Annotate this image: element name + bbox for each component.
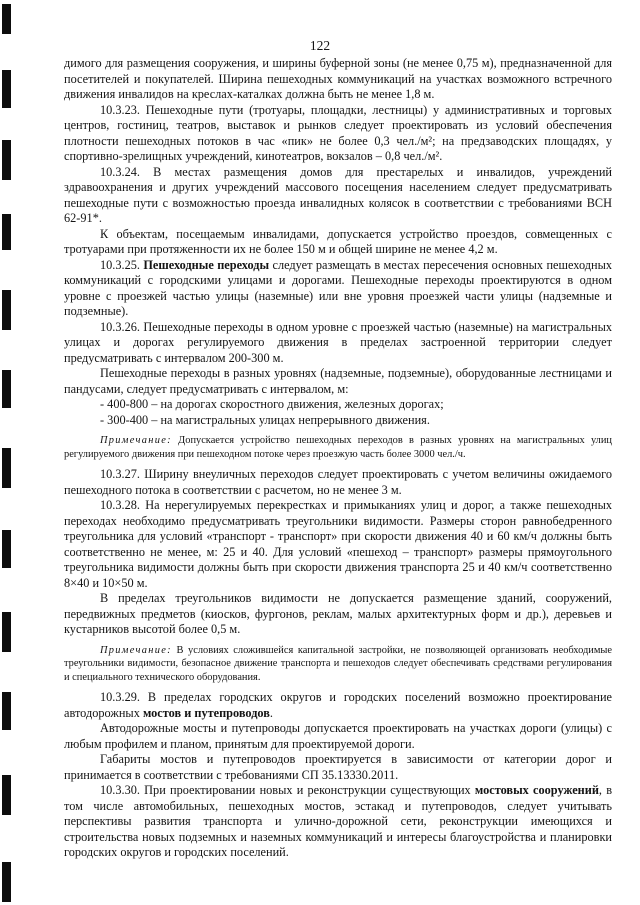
- binding-mark: [2, 530, 11, 568]
- paragraph-10-3-30: [64, 783, 612, 861]
- term-pedestrian-crossings: Пешеходные переходы: [143, 257, 270, 272]
- binding-mark: [2, 70, 11, 108]
- note-label: Примечание:: [100, 435, 172, 446]
- clause-number: 10.3.25.: [100, 257, 140, 272]
- paragraph: Автодорожные мосты и путепроводы допускается проектировать на участках дороги (улицы) с любым профилем и планом, принятым для проектируемой дороги.: [64, 721, 612, 751]
- paragraph: димого для размещения сооружения, и ширины буферной зоны (не менее 0,75 м), предназначенной для посетителей и покупателей. Ширина пешеходных коммуникаций на участках возможного встречного движения инвалидов на креслах-каталках должна быть не менее 1,8 м.: [64, 56, 612, 101]
- paragraph-text: 10.3.30. При проектировании новых и реконструкции существующих: [100, 783, 471, 797]
- paragraph: Габариты мостов и путепроводов проектируется в зависимости от категории дорог и принимается в соответствии с требованиями СП 35.13330.2011.: [64, 752, 612, 782]
- paragraph-10-3-28: 10.3.28. На нерегулируемых перекрестках и примыканиях улиц и дорог, а также пешеходных переходах необходимо предусматривать треугольники видимости. Размеры сторон равнобедренного треугольника для условий «транспорт - транспорт» при скорости движения 40 и 60 км/ч должны быть соответственно не менее, м: 25 и 40. Для условий «пешеход – транспорт» размеры прямоугольного треугольника видимости должны быть при скорости движения транспорта 25 и 40 км/ч соответственно 8×40 и 10×50 м.: [64, 498, 612, 590]
- note: [64, 434, 612, 461]
- note: [64, 644, 612, 685]
- binding-mark: [2, 140, 11, 180]
- binding-mark: [2, 290, 11, 330]
- binding-mark: [2, 4, 11, 34]
- paragraph: В пределах треугольников видимости не допускается размещение зданий, сооружений, передвижных предметов (киосков, фургонов, реклам, малых архитектурных форм и др.), деревьев и кустарников высотой более 0,5 м.: [64, 591, 612, 636]
- paragraph-10-3-25: [64, 258, 612, 320]
- binding-marks: [2, 0, 14, 905]
- binding-mark: [2, 214, 11, 250]
- binding-mark: [2, 370, 11, 408]
- paragraph-10-3-24: 10.3.24. В местах размещения домов для престарелых и инвалидов, учреждений здравоохранения и других учреждений массового посещения населением следует предусматривать пешеходные пути с возможностью проезда инвалидных колясок в соответствии с требованиями ВСН 62-91*.: [64, 164, 612, 225]
- binding-mark: [2, 448, 11, 488]
- paragraph-10-3-23: 10.3.23. Пешеходные пути (тротуары, площадки, лестницы) у административных и торговых центров, гостиниц, театров, выставок и рынков следует проектировать из условий обеспечения плотности пешеходных потоков в час «пик» не более 0,3 чел./м²; на предзаводских площадях, у спортивно-зрелищных учреждений, кинотеатров, вокзалов – 0,8 чел./м².: [64, 102, 612, 163]
- paragraph-text: 10.3.29. В пределах городских округов и городских поселений возможно проектирование автодорожных: [64, 690, 612, 720]
- note-label: Примечание:: [100, 644, 172, 656]
- binding-mark: [2, 775, 11, 815]
- binding-mark: [2, 692, 11, 730]
- paragraph: К объектам, посещаемым инвалидами, допускается устройство проездов, совмещенных с тротуарами при протяженности их не более 150 м и общей ширине не менее 4,2 м.: [64, 226, 612, 256]
- page-number: 122: [309, 38, 331, 53]
- note-text: В условиях сложившейся капитальной застройки, не позволяющей организовать необходимые треугольники видимости, безопасное движение транспорта и пешеходов следует обеспечивать средствами регулирования и специального технического оборудования.: [64, 644, 612, 683]
- list-item: - 300-400 – на магистральных улицах непрерывного движения.: [100, 412, 430, 427]
- page-body: [64, 56, 612, 861]
- paragraph-10-3-27: 10.3.27. Ширину внеуличных переходов следует проектировать с учетом величины ожидаемого пешеходного потока в соответствии с расчетом, но не менее 3 м.: [64, 467, 612, 497]
- term-bridge-structures: мостовых сооружений: [474, 783, 599, 797]
- binding-mark: [2, 862, 11, 902]
- note-text: Допускается устройство пешеходных переходов в разных уровнях на магистральных улиц регулируемого движения при пешеходном потоке через проезжую часть более 3000 чел./ч.: [64, 435, 612, 460]
- paragraph-text: , в том числе автомобильных, пешеходных мостов, эстакад и путепроводов, следует учитывать перспективы развития транспорта и улично-дорожной сети, реконструкции имеющихся и строительства новых подземных и наземных коммуникаций и интересы благоустройства и планировки городских округов и городских поселений.: [64, 783, 613, 859]
- paragraph-text: следует размещать в местах пересечения основных пешеходных коммуникаций с городскими улицами и дорогами. Пешеходные переходы проектируются в одном уровне с проезжей частью улицы (наземные) или вне уровня проезжей части улицы (надземные и подземные).: [64, 257, 612, 318]
- list-item: - 400-800 – на дорогах скоростного движения, железных дорогах;: [100, 397, 444, 411]
- term-bridges-overpasses: мостов и путепроводов: [142, 705, 270, 720]
- binding-mark: [2, 612, 11, 652]
- paragraph-10-3-29: 10.3.29. В пределах городских округов и городских поселений возможно проектирование автодорожных мостов и путепроводов.: [64, 690, 612, 720]
- paragraph: Пешеходные переходы в разных уровнях (надземные, подземные), оборудованные лестницами и пандусами, следует предусматривать с интервалом, м:: [64, 366, 612, 396]
- paragraph-10-3-26: 10.3.26. Пешеходные переходы в одном уровне с проезжей частью (наземные) на магистральных улицах и дорогах регулируемого движения в пределах застроенной территории следует предусматривать с интервалом 200-300 м.: [64, 319, 612, 365]
